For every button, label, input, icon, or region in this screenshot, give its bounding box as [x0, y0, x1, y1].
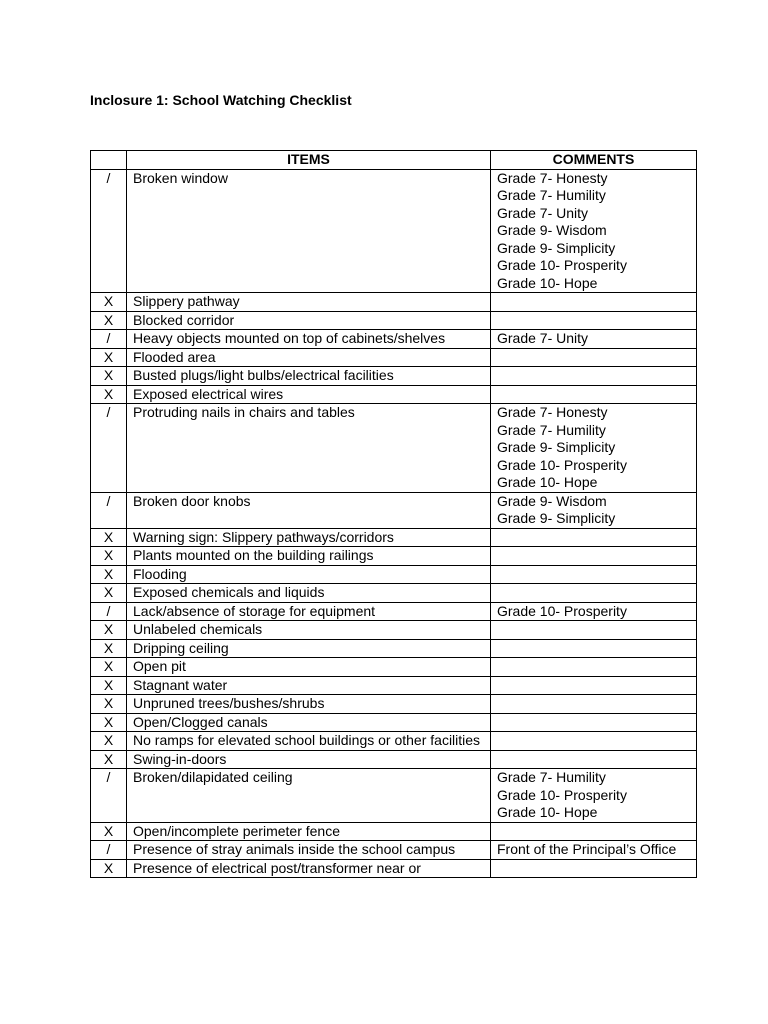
row-status-mark: / — [91, 602, 127, 621]
row-comments — [491, 404, 697, 493]
row-item: Open pit — [127, 658, 491, 677]
row-item: Unpruned trees/bushes/shrubs — [127, 695, 491, 714]
row-item: Swing-in-doors — [127, 750, 491, 769]
comment-line: Grade 10- Hope — [497, 804, 598, 820]
row-status-mark: X — [91, 565, 127, 584]
row-item: Broken door knobs — [127, 492, 491, 528]
comment-line: Grade 10- Prosperity — [497, 257, 627, 273]
checklist-body — [91, 169, 697, 878]
table-row — [91, 528, 697, 547]
row-comments — [491, 750, 697, 769]
row-item: Unlabeled chemicals — [127, 621, 491, 640]
row-comments — [491, 695, 697, 714]
comment-line: Grade 9- Simplicity — [497, 510, 616, 526]
row-status-mark: X — [91, 732, 127, 751]
row-item: Presence of stray animals inside the school campus — [127, 841, 491, 860]
comment-line: Grade 9- Wisdom — [497, 492, 607, 509]
row-status-mark: / — [91, 330, 127, 349]
row-item: Exposed chemicals and liquids — [127, 584, 491, 603]
comment-line: Grade 9- Simplicity — [497, 439, 616, 455]
comment-line: Grade 7- Unity — [497, 204, 589, 221]
row-comments — [491, 492, 697, 528]
row-status-mark: / — [91, 769, 127, 823]
row-comments — [491, 311, 697, 330]
row-status-mark: X — [91, 859, 127, 878]
comment-line: Grade 7- Humility — [497, 769, 606, 785]
table-row — [91, 293, 697, 312]
comment-line: Grade 7- Honesty — [497, 404, 608, 420]
row-status-mark: X — [91, 713, 127, 732]
row-item: Slippery pathway — [127, 293, 491, 312]
row-comments — [491, 732, 697, 751]
row-comments — [491, 713, 697, 732]
row-item: Blocked corridor — [127, 311, 491, 330]
row-comments — [491, 621, 697, 640]
comment-line: Grade 10- Hope — [497, 474, 598, 490]
row-item: Exposed electrical wires — [127, 385, 491, 404]
row-status-mark: X — [91, 385, 127, 404]
row-status-mark: X — [91, 639, 127, 658]
row-comments — [491, 293, 697, 312]
table-row — [91, 385, 697, 404]
row-status-mark: X — [91, 822, 127, 841]
row-status-mark: / — [91, 841, 127, 860]
row-status-mark: X — [91, 528, 127, 547]
table-row — [91, 658, 697, 677]
table-header-row — [91, 151, 697, 170]
row-comments — [491, 169, 697, 293]
checklist-table — [90, 150, 697, 878]
row-item: Open/Clogged canals — [127, 713, 491, 732]
row-item: Warning sign: Slippery pathways/corridors — [127, 528, 491, 547]
row-item: Flooding — [127, 565, 491, 584]
table-row — [91, 492, 697, 528]
table-row — [91, 169, 697, 293]
row-item: Dripping ceiling — [127, 639, 491, 658]
row-item: Broken window — [127, 169, 491, 293]
row-comments — [491, 676, 697, 695]
table-row — [91, 584, 697, 603]
table-row — [91, 713, 697, 732]
table-row — [91, 750, 697, 769]
row-status-mark: X — [91, 293, 127, 312]
row-comments — [491, 348, 697, 367]
table-row — [91, 841, 697, 860]
row-comments — [491, 602, 697, 621]
row-item: No ramps for elevated school buildings or other facilities — [127, 732, 491, 751]
row-status-mark: X — [91, 348, 127, 367]
table-row — [91, 348, 697, 367]
row-comments — [491, 367, 697, 386]
comment-line: Grade 7- Humility — [497, 421, 606, 438]
table-row — [91, 732, 697, 751]
table-row — [91, 602, 697, 621]
row-comments — [491, 658, 697, 677]
comment-line: Grade 9- Wisdom — [497, 222, 607, 238]
row-status-mark: X — [91, 750, 127, 769]
row-status-mark: / — [91, 404, 127, 493]
comment-line: Grade 10- Prosperity — [497, 602, 627, 619]
header-mark — [91, 151, 127, 170]
table-row — [91, 404, 697, 493]
table-row — [91, 330, 697, 349]
row-comments — [491, 769, 697, 823]
row-comments — [491, 822, 697, 841]
row-status-mark: X — [91, 621, 127, 640]
row-item: Protruding nails in chairs and tables — [127, 404, 491, 493]
row-item: Broken/dilapidated ceiling — [127, 769, 491, 823]
row-comments — [491, 841, 697, 860]
row-comments — [491, 859, 697, 878]
table-row — [91, 822, 697, 841]
table-row — [91, 565, 697, 584]
table-row — [91, 769, 697, 823]
comment-line: Grade 10- Prosperity — [497, 456, 627, 473]
row-status-mark: / — [91, 492, 127, 528]
row-comments — [491, 528, 697, 547]
row-comments — [491, 330, 697, 349]
row-comments — [491, 547, 697, 566]
table-row — [91, 859, 697, 878]
comment-line: Grade 9- Simplicity — [497, 239, 616, 256]
row-status-mark: X — [91, 547, 127, 566]
comment-line: Grade 7- Honesty — [497, 169, 608, 186]
row-comments — [491, 565, 697, 584]
row-status-mark: X — [91, 695, 127, 714]
row-item: Busted plugs/light bulbs/electrical facilities — [127, 367, 491, 386]
row-item: Presence of electrical post/transformer near or — [127, 859, 491, 878]
row-comments — [491, 639, 697, 658]
table-row — [91, 676, 697, 695]
row-item: Flooded area — [127, 348, 491, 367]
row-comments — [491, 385, 697, 404]
document-title: Inclosure 1: School Watching Checklist — [90, 92, 352, 108]
comment-line: Grade 7- Unity — [497, 330, 589, 346]
row-status-mark: X — [91, 367, 127, 386]
row-status-mark: / — [91, 169, 127, 293]
table-row — [91, 367, 697, 386]
row-status-mark: X — [91, 584, 127, 603]
table-row — [91, 547, 697, 566]
comment-line: Grade 7- Humility — [497, 187, 606, 203]
row-item: Plants mounted on the building railings — [127, 547, 491, 566]
header-items: ITEMS — [127, 151, 491, 170]
row-item: Heavy objects mounted on top of cabinets/shelves — [127, 330, 491, 349]
table-row — [91, 639, 697, 658]
row-item: Open/incomplete perimeter fence — [127, 822, 491, 841]
row-item: Lack/absence of storage for equipment — [127, 602, 491, 621]
comment-line: Front of the Principal’s Office — [497, 841, 677, 857]
row-status-mark: X — [91, 658, 127, 677]
comment-line: Grade 10- Prosperity — [497, 786, 627, 803]
table-row — [91, 695, 697, 714]
row-status-mark: X — [91, 676, 127, 695]
table-row — [91, 621, 697, 640]
row-status-mark: X — [91, 311, 127, 330]
row-item: Stagnant water — [127, 676, 491, 695]
header-comments: COMMENTS — [491, 151, 697, 170]
row-comments — [491, 584, 697, 603]
comment-line: Grade 10- Hope — [497, 274, 598, 291]
table-row — [91, 311, 697, 330]
